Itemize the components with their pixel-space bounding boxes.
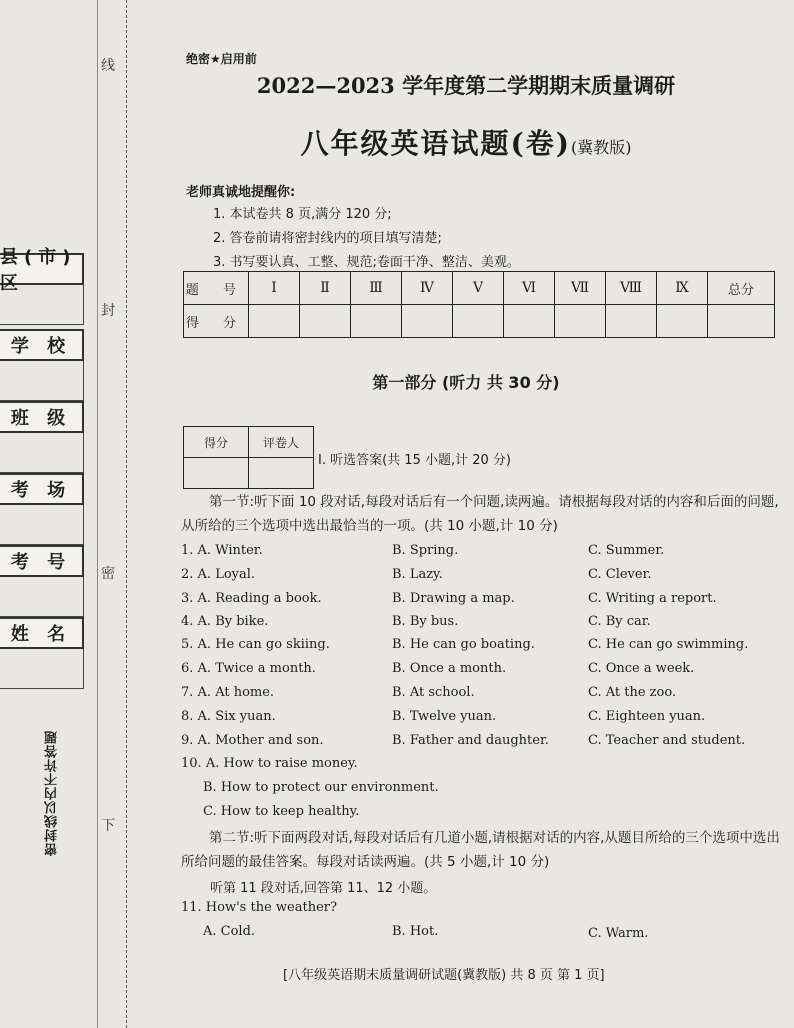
option-a[interactable]: A. Twice a month. [197,661,316,676]
col-9: Ⅸ [657,272,708,305]
col-2: Ⅱ [300,272,351,305]
exam-year-title: 2022—2023 学年度第二学期期末质量调研 [256,73,676,98]
question-11: 11. How's the weather? [181,900,337,915]
option-b[interactable]: B. How to protect our environment. [203,780,439,795]
county-field[interactable] [0,285,84,325]
score-cell[interactable] [300,305,351,338]
question-number: 1. [181,543,194,558]
score-cell[interactable] [351,305,402,338]
score-cell[interactable] [249,305,300,338]
question-2 [181,567,255,582]
question-number: 10. [181,756,202,771]
question-number: 4. [181,614,194,629]
question-number: 2. [181,567,194,582]
option-b[interactable]: B. By bus. [392,614,459,629]
side-char-below: 下 [101,818,115,834]
section-I-title: Ⅰ. 听选答案(共 15 小题,计 20 分) [318,453,511,468]
question-4 [181,614,268,629]
question-number: 6. [181,661,194,676]
instruction-list [213,203,520,275]
binding-dashed-line [126,0,127,1028]
question-10 [181,756,358,771]
score-cell[interactable] [606,305,657,338]
option-b[interactable]: B. He can go boating. [392,637,535,652]
option-c[interactable]: C. Teacher and student. [588,733,746,748]
col-1: Ⅰ [249,272,300,305]
question-8 [181,709,276,724]
instruction-item: 3. 书写要认真、工整、规范;卷面干净、整洁、美观。 [213,255,520,270]
question-6 [181,661,316,676]
section2-instructions: 第二节:听下面两段对话,每段对话后有几道小题,请根据对话的内容,从题目所给的三个选项中选出所给问题的最佳答案。每段对话读两遍。(共 5 小题,计 10 分) [181,830,780,870]
col-4: Ⅳ [402,272,453,305]
col-8: Ⅷ [606,272,657,305]
question-number-label: 题 号 [184,272,249,305]
col-6: Ⅵ [504,272,555,305]
name-label: 姓 名 [0,617,84,649]
option-b[interactable]: B. Father and daughter. [392,733,549,748]
total-score-cell[interactable] [708,305,775,338]
option-c[interactable]: C. Clever. [588,567,652,582]
option-a[interactable]: A. How to raise money. [205,756,358,771]
confidential-mark: 绝密★启用前 [186,52,257,66]
option-a[interactable]: A. Cold. [203,924,256,939]
option-b[interactable]: B. At school. [392,685,475,700]
reminder-heading: 老师真诚地提醒你: [186,185,296,200]
side-char-secret: 密 [101,566,115,582]
score-table-header-row [184,272,775,305]
score-cell[interactable] [453,305,504,338]
option-b[interactable]: B. Hot. [392,924,439,939]
question-7 [181,685,274,700]
option-c[interactable]: C. Eighteen yuan. [588,709,706,724]
option-c[interactable]: C. At the zoo. [588,685,677,700]
score-cell[interactable] [504,305,555,338]
option-a[interactable]: A. At home. [197,685,275,700]
grader-table [183,426,314,489]
question-number: 9. [181,733,194,748]
no-answer-warning: 密封线以内不许答题 [45,730,60,856]
option-a[interactable]: A. Mother and son. [197,733,324,748]
score-table-score-row [184,305,775,338]
option-a[interactable]: A. Reading a book. [197,591,322,606]
grader-score-cell[interactable] [184,458,249,489]
option-c[interactable]: C. He can go swimming. [588,637,749,652]
option-a[interactable]: A. He can go skiing. [197,637,330,652]
class-label: 班 级 [0,401,84,433]
score-label: 得 分 [184,305,249,338]
question-number: 3. [181,591,194,606]
edition-text: (冀教版) [571,138,632,157]
exam-subject-title [186,122,746,162]
school-label: 学 校 [0,329,84,361]
question-3 [181,591,322,606]
question-9 [181,733,324,748]
page-footer: [八年级英语期末质量调研试题(冀教版) 共 8 页 第 1 页] [283,968,605,983]
class-field[interactable] [0,433,84,473]
question-1 [181,543,263,558]
option-c[interactable]: C. Summer. [588,543,665,558]
option-c[interactable]: C. Once a week. [588,661,695,676]
instruction-item: 2. 答卷前请将密封线内的项目填写清楚; [213,231,442,246]
option-b[interactable]: B. Twelve yuan. [392,709,497,724]
exam-room-field[interactable] [0,505,84,545]
option-a[interactable]: A. Loyal. [197,567,256,582]
exam-number-label: 考 号 [0,545,84,577]
total-label: 总分 [708,272,775,305]
option-a[interactable]: A. Winter. [197,543,263,558]
side-char-seal: 封 [101,303,115,319]
option-b[interactable]: B. Once a month. [392,661,507,676]
option-c[interactable]: C. How to keep healthy. [203,804,360,819]
grader-score-label: 得分 [184,427,249,458]
option-b[interactable]: B. Lazy. [392,567,443,582]
col-3: Ⅲ [351,272,402,305]
county-label: 县(市)区 [0,253,84,285]
question-number: 8. [181,709,194,724]
score-cell[interactable] [657,305,708,338]
col-5: Ⅴ [453,272,504,305]
option-c[interactable]: C. Warm. [588,926,649,941]
side-char-line: 线 [101,58,115,74]
question-5 [181,637,330,652]
score-cell[interactable] [555,305,606,338]
option-c[interactable]: C. By car. [588,614,651,629]
score-table [183,271,775,338]
score-cell[interactable] [402,305,453,338]
grader-person-cell[interactable] [249,458,314,489]
instruction-item: 1. 本试卷共 8 页,满分 120 分; [213,207,392,222]
option-c[interactable]: C. Writing a report. [588,591,717,606]
option-b[interactable]: B. Drawing a map. [392,591,515,606]
name-field[interactable] [0,649,84,689]
grader-person-label: 评卷人 [249,427,314,458]
option-b[interactable]: B. Spring. [392,543,459,558]
exam-room-label: 考 场 [0,473,84,505]
exam-number-field[interactable] [0,577,84,617]
col-7: Ⅶ [555,272,606,305]
option-a[interactable]: A. Six yuan. [197,709,276,724]
binding-solid-line [97,0,98,1028]
school-field[interactable] [0,361,84,401]
question-number: 5. [181,637,194,652]
option-a[interactable]: A. By bike. [197,614,269,629]
subject-title-text: 八年级英语试题(卷) [300,127,571,160]
part1-title: 第一部分 (听力 共 30 分) [372,373,560,392]
dialogue11-note: 听第 11 段对话,回答第 11、12 小题。 [210,881,437,896]
question-number: 7. [181,685,194,700]
section1-instructions: 第一节:听下面 10 段对话,每段对话后有一个问题,读两遍。请根据每段对话的内容和后面的问题,从所给的三个选项中选出最恰当的一项。(共 10 小题,计 10 分) [181,494,779,534]
